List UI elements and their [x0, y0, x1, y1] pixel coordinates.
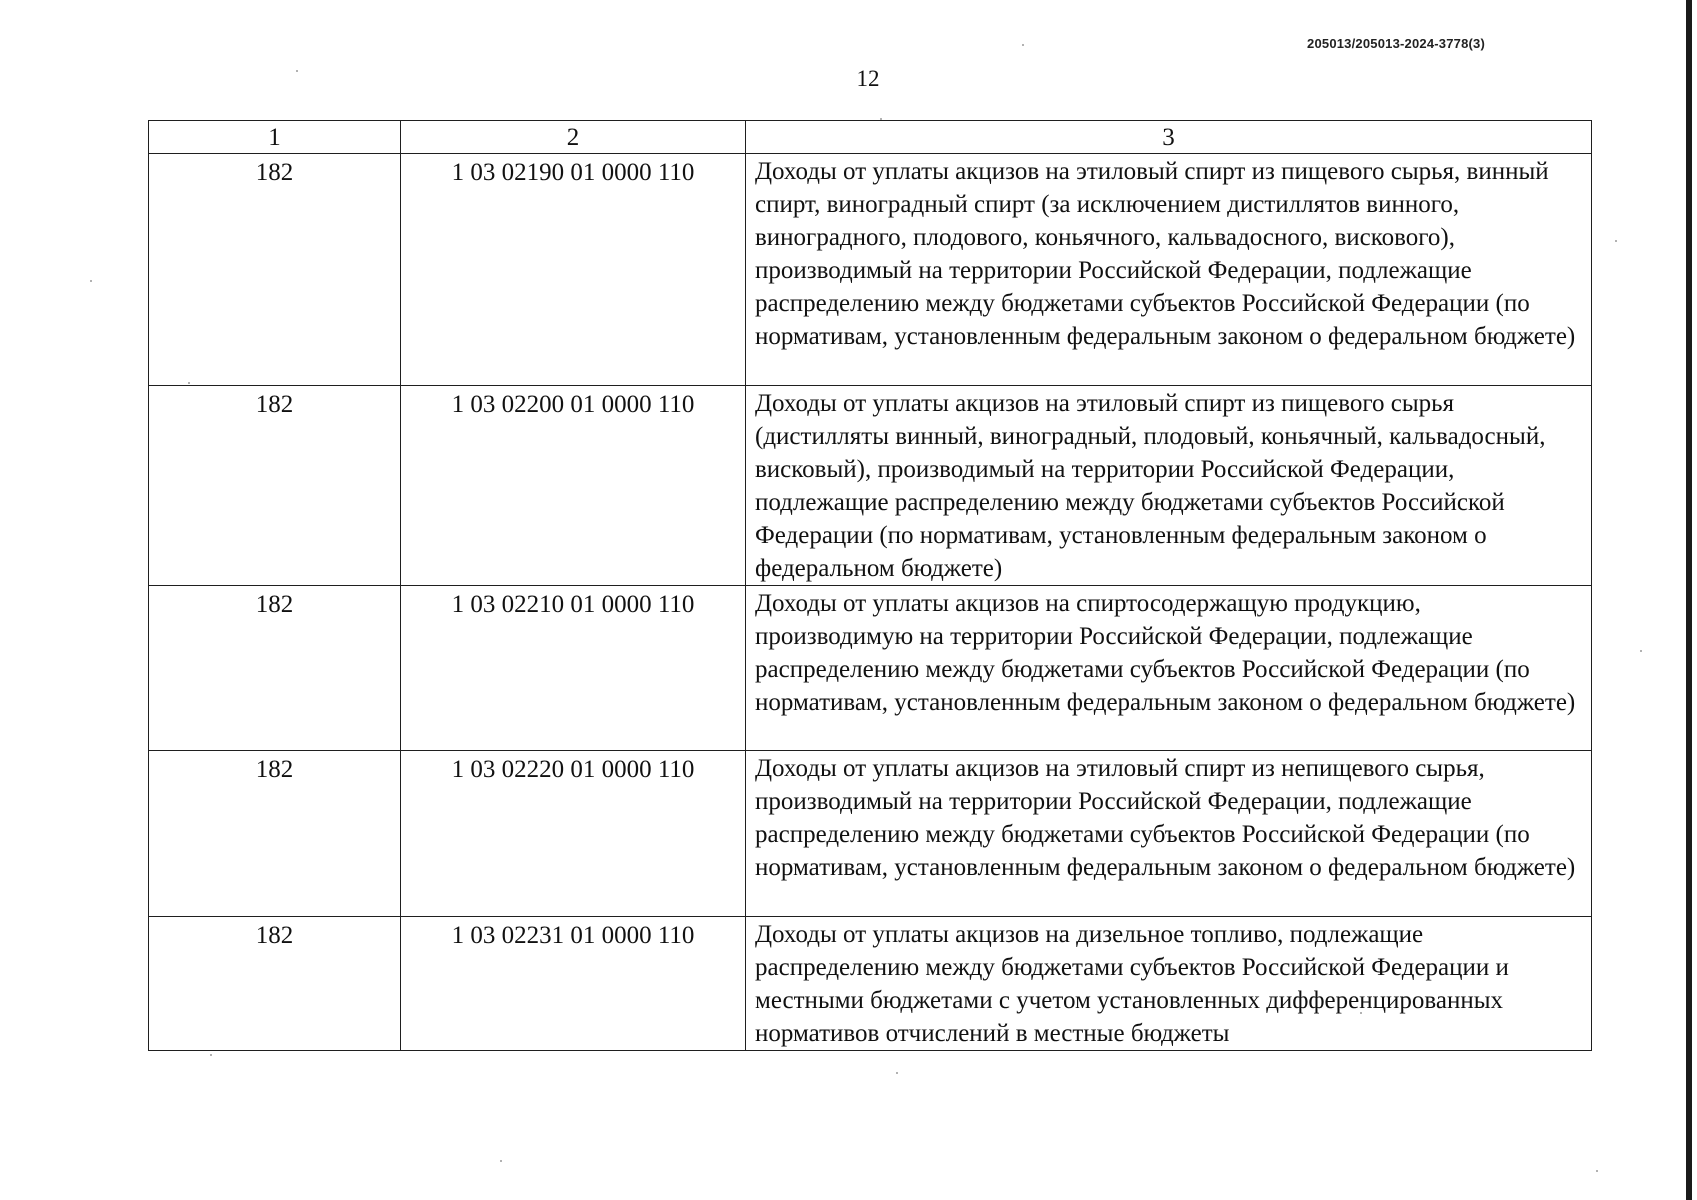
description-cell: Доходы от уплаты акцизов на этиловый спирт из пищевого сырья (дистилляты винный, виноградный, плодовый, коньячный, кальвадосный, висковый), производимый на территории Российской Федерации, подлежащие распределению между бюджетами субъектов Российской Федерации (по нормативам, установленным федеральным законом о федеральном бюджете): [746, 386, 1592, 586]
table-row: [149, 386, 1592, 586]
table-header-row: [149, 121, 1592, 154]
budget-code-cell: 1 03 02210 01 0000 110: [401, 586, 746, 751]
page-number: 12: [856, 66, 880, 91]
budget-code-cell: 1 03 02231 01 0000 110: [401, 917, 746, 1051]
scan-speck: [896, 1072, 898, 1074]
scan-speck: [1596, 1170, 1598, 1172]
scan-speck: [210, 1054, 212, 1056]
budget-code-cell: 1 03 02220 01 0000 110: [401, 751, 746, 917]
scan-speck: [90, 280, 92, 282]
admin-code-cell: 182: [149, 751, 401, 917]
description-cell: Доходы от уплаты акцизов на дизельное топливо, подлежащие распределению между бюджетами субъектов Российской Федерации и местными бюджетами с учетом установленных дифференцированных нормативов отчислений в местные бюджеты: [746, 917, 1592, 1051]
admin-code-cell: 182: [149, 386, 401, 586]
column-header-3: 3: [746, 121, 1592, 154]
table-row: [149, 154, 1592, 386]
budget-code-cell: 1 03 02190 01 0000 110: [401, 154, 746, 386]
description-cell: Доходы от уплаты акцизов на этиловый спирт из непищевого сырья, производимый на территории Российской Федерации, подлежащие распределению между бюджетами субъектов Российской Федерации (по нормативам, установленным федеральным законом о федеральном бюджете): [746, 751, 1592, 917]
admin-code-cell: 182: [149, 917, 401, 1051]
table-row: [149, 751, 1592, 917]
scan-speck: [296, 70, 298, 72]
admin-code-cell: 182: [149, 586, 401, 751]
description-cell: Доходы от уплаты акцизов на спиртосодержащую продукцию, производимую на территории Российской Федерации, подлежащие распределению между бюджетами субъектов Российской Федерации (по нормативам, установленным федеральным законом о федеральном бюджете): [746, 586, 1592, 751]
table-row: [149, 917, 1592, 1051]
scan-speck: [1615, 240, 1617, 242]
table-row: [149, 586, 1592, 751]
scan-speck: [1640, 650, 1642, 652]
scan-speck: [500, 1160, 502, 1162]
document-id: 205013/205013-2024-3778(3): [1307, 36, 1485, 51]
description-cell: Доходы от уплаты акцизов на этиловый спирт из пищевого сырья, винный спирт, виноградный спирт (за исключением дистиллятов винного, виноградного, плодового, коньячного, кальвадосного, вискового), производимый на территории Российской Федерации, подлежащие распределению между бюджетами субъектов Российской Федерации (по нормативам, установленным федеральным законом о федеральном бюджете): [746, 154, 1592, 386]
budget-code-cell: 1 03 02200 01 0000 110: [401, 386, 746, 586]
admin-code-cell: 182: [149, 154, 401, 386]
column-header-1: 1: [149, 121, 401, 154]
column-header-2: 2: [401, 121, 746, 154]
scan-edge-bar: [1686, 0, 1692, 1200]
revenue-code-table: [148, 120, 1592, 1051]
scan-speck: [1022, 44, 1024, 46]
